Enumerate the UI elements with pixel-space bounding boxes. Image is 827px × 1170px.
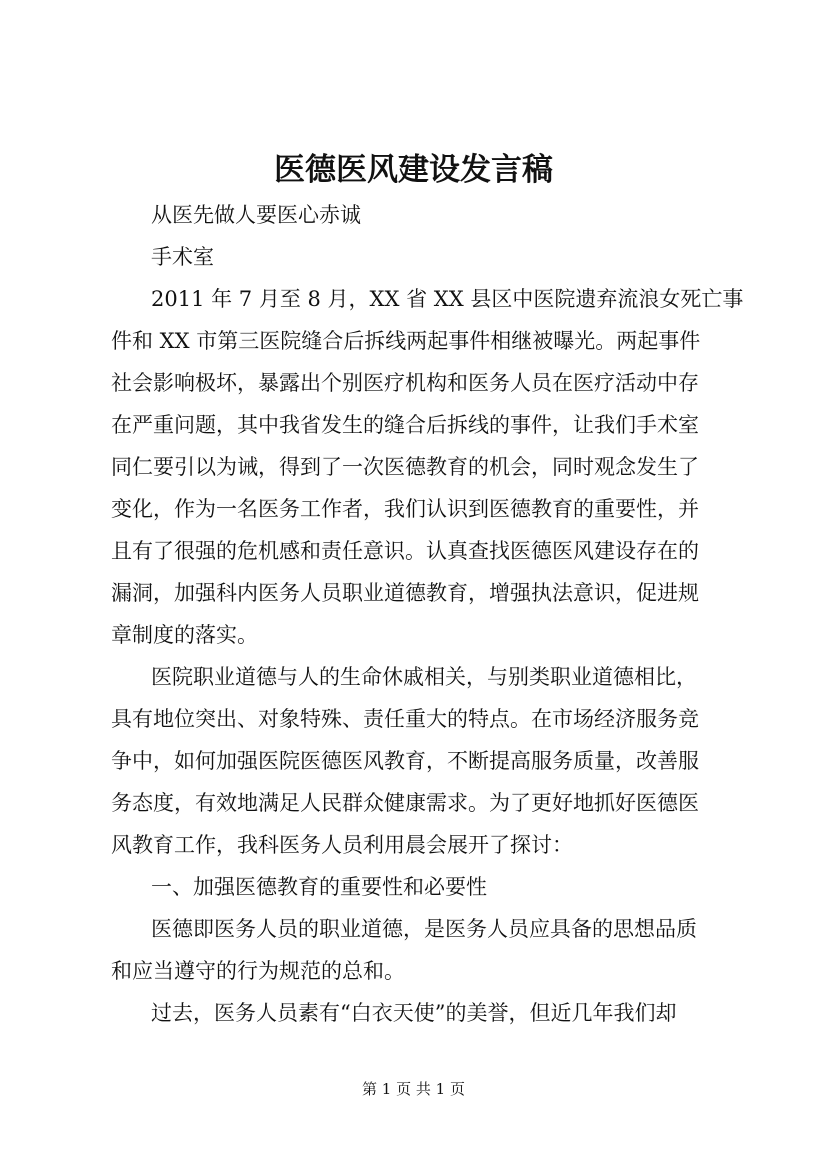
paragraph-line: 且有了很强的危机感和责任意识。认真查找医德医风建设存在的 xyxy=(111,539,699,563)
department-line: 手术室 xyxy=(151,245,214,269)
paragraph-line: 社会影响极坏，暴露出个别医疗机构和医务人员在医疗活动中存 xyxy=(111,371,699,395)
paragraph-line: 在严重问题，其中我省发生的缝合后拆线的事件，让我们手术室 xyxy=(111,413,699,437)
paragraph-line: 务态度，有效地满足人民群众健康需求。为了更好地抓好医德医 xyxy=(111,791,699,815)
paragraph-line: 医德即医务人员的职业道德，是医务人员应具备的思想品质 xyxy=(151,917,697,941)
section-heading: 一、加强医德教育的重要性和必要性 xyxy=(151,875,487,899)
paragraph-line: 漏洞，加强科内医务人员职业道德教育，增强执法意识，促进规 xyxy=(111,581,699,605)
paragraph-line: 风教育工作，我科医务人员利用晨会展开了探讨： xyxy=(111,833,573,857)
paragraph-line: 过去，医务人员素有“白衣天使”的美誉，但近几年我们却 xyxy=(151,1001,677,1025)
paragraph-line: 2011 年 7 月至 8 月，XX 省 XX 县区中医院遗弃流浪女死亡事 xyxy=(151,287,744,311)
paragraph-line: 同仁要引以为诫，得到了一次医德教育的机会，同时观念发生了 xyxy=(111,455,699,479)
paragraph-line: 件和 XX 市第三医院缝合后拆线两起事件相继被曝光。两起事件 xyxy=(111,329,701,353)
page-footer: 第 1 页 共 1 页 xyxy=(362,1080,465,1098)
subtitle-line: 从医先做人要医心赤诚 xyxy=(151,203,361,227)
paragraph-line: 医院职业道德与人的生命休戚相关，与别类职业道德相比， xyxy=(151,665,697,689)
document-title: 医德医风建设发言稿 xyxy=(274,152,553,188)
paragraph-line: 章制度的落实。 xyxy=(111,623,258,647)
paragraph-line: 争中，如何加强医院医德医风教育，不断提高服务质量，改善服 xyxy=(111,749,699,773)
paragraph-line: 变化，作为一名医务工作者，我们认识到医德教育的重要性，并 xyxy=(111,497,699,521)
paragraph-line: 和应当遵守的行为规范的总和。 xyxy=(111,959,405,983)
paragraph-line: 具有地位突出、对象特殊、责任重大的特点。在市场经济服务竞 xyxy=(111,707,699,731)
